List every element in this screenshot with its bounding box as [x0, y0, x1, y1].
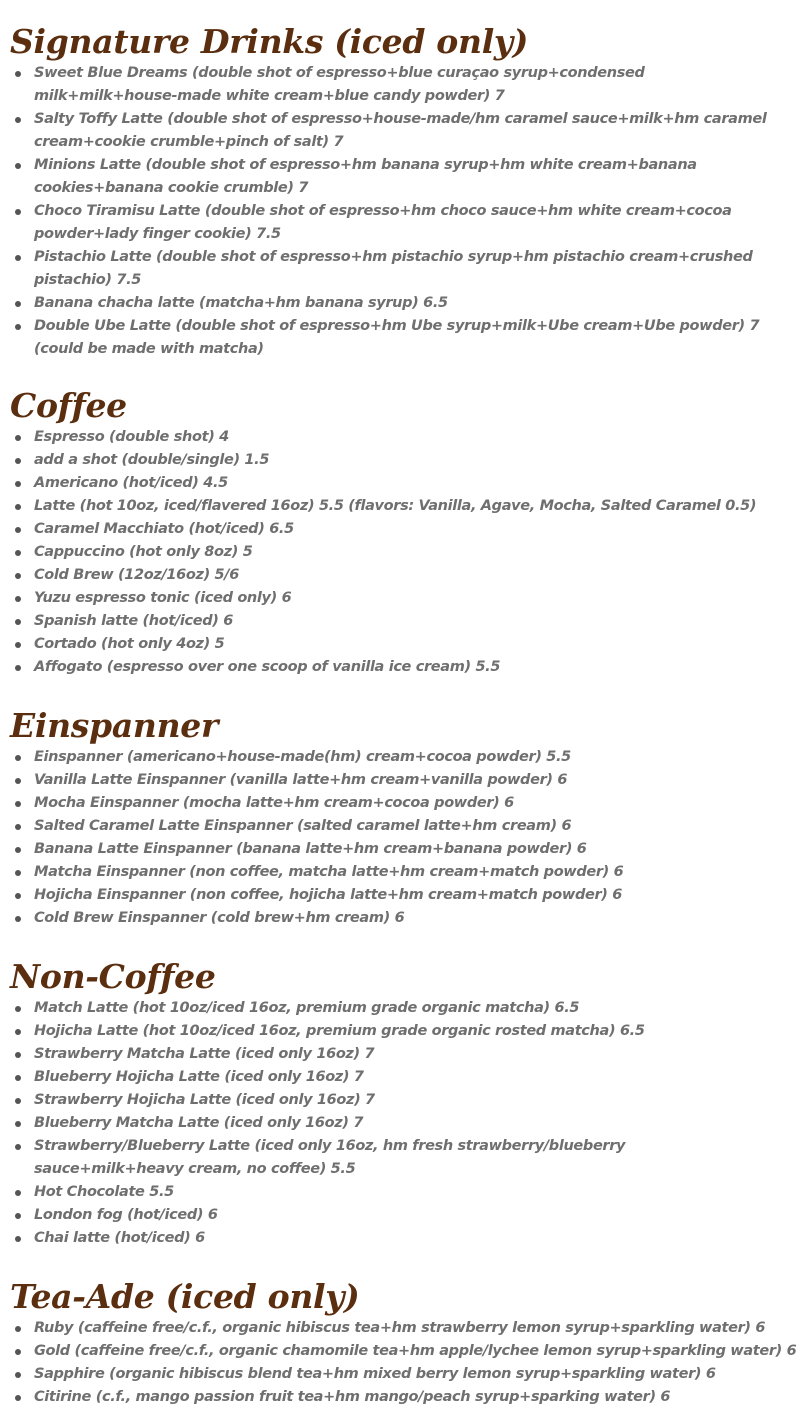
menu-item: add a shot (double/single) 1.5 [0, 449, 810, 472]
menu-item: Blueberry Hojicha Latte (iced only 16oz) 7 [0, 1066, 780, 1089]
menu-item: Sapphire (organic hibiscus blend tea+hm mixed berry lemon syrup+sparkling water) 6 [0, 1363, 810, 1386]
menu-item: Choco Tiramisu Latte (double shot of espresso+hm choco sauce+hm white cream+cocoa powder+lady finger cookie) 7.5 [0, 200, 800, 246]
menu-item: Salted Caramel Latte Einspanner (salted caramel latte+hm cream) 6 [0, 815, 810, 838]
item-list [0, 997, 780, 1250]
menu-item: Match Latte (hot 10oz/iced 16oz, premium grade organic matcha) 6.5 [0, 997, 780, 1020]
menu-item: Americano (hot/iced) 4.5 [0, 472, 810, 495]
menu-item: Strawberry/Blueberry Latte (iced only 16oz, hm fresh strawberry/blueberry sauce+milk+heavy cream, no coffee) 5.5 [0, 1135, 780, 1181]
section-title: Tea-Ade (iced only) [10, 1277, 360, 1316]
section-einspanner [0, 706, 810, 930]
menu-item: Hojicha Latte (hot 10oz/iced 16oz, premium grade organic rosted matcha) 6.5 [0, 1020, 780, 1043]
menu-item: Ruby (caffeine free/c.f., organic hibiscus tea+hm strawberry lemon syrup+sparkling water) 6 [0, 1317, 810, 1340]
section-signature-drinks [0, 22, 810, 361]
menu-item: Hot Chocolate 5.5 [0, 1181, 780, 1204]
section-title: Einspanner [10, 706, 219, 745]
section-non-coffee [0, 957, 810, 1250]
menu-item: Strawberry Hojicha Latte (iced only 16oz) 7 [0, 1089, 780, 1112]
menu-item: Matcha Einspanner (non coffee, matcha latte+hm cream+match powder) 6 [0, 861, 810, 884]
menu-item: Gold (caffeine free/c.f., organic chamomile tea+hm apple/lychee lemon syrup+sparkling water) 6 [0, 1340, 810, 1363]
menu-item: Citirine (c.f., mango passion fruit tea+hm mango/peach syrup+sparking water) 6 [0, 1386, 810, 1409]
item-list [0, 746, 810, 930]
menu-item: Hojicha Einspanner (non coffee, hojicha latte+hm cream+match powder) 6 [0, 884, 810, 907]
menu-item: Cappuccino (hot only 8oz) 5 [0, 541, 810, 564]
menu-item: Einspanner (americano+house-made(hm) cream+cocoa powder) 5.5 [0, 746, 810, 769]
item-list [0, 1317, 810, 1409]
section-tea-ade [0, 1277, 810, 1409]
menu-item: Spanish latte (hot/iced) 6 [0, 610, 810, 633]
item-list [0, 62, 800, 361]
menu-item: Minions Latte (double shot of espresso+hm banana syrup+hm white cream+banana cookies+banana cookie crumble) 7 [0, 154, 800, 200]
menu-item: Banana chacha latte (matcha+hm banana syrup) 6.5 [0, 292, 800, 315]
menu-item: Espresso (double shot) 4 [0, 426, 810, 449]
menu-item: Cold Brew (12oz/16oz) 5/6 [0, 564, 810, 587]
menu-item: Pistachio Latte (double shot of espresso+hm pistachio syrup+hm pistachio cream+crushed pistachio) 7.5 [0, 246, 800, 292]
menu-item: Cold Brew Einspanner (cold brew+hm cream) 6 [0, 907, 810, 930]
menu-item: Cortado (hot only 4oz) 5 [0, 633, 810, 656]
section-coffee [0, 386, 810, 679]
menu-item: Caramel Macchiato (hot/iced) 6.5 [0, 518, 810, 541]
section-title: Non-Coffee [10, 957, 216, 996]
menu-item: Strawberry Matcha Latte (iced only 16oz) 7 [0, 1043, 780, 1066]
menu-item: London fog (hot/iced) 6 [0, 1204, 780, 1227]
menu-item: Vanilla Latte Einspanner (vanilla latte+hm cream+vanilla powder) 6 [0, 769, 810, 792]
menu-item: Salty Toffy Latte (double shot of espresso+house-made/hm caramel sauce+milk+hm caramel cream+cookie crumble+pinch of salt) 7 [0, 108, 800, 154]
menu-item: Double Ube Latte (double shot of espresso+hm Ube syrup+milk+Ube cream+Ube powder) 7 (could be made with matcha) [0, 315, 800, 361]
menu-item: Blueberry Matcha Latte (iced only 16oz) 7 [0, 1112, 780, 1135]
section-title: Signature Drinks (iced only) [10, 22, 529, 61]
menu-item: Banana Latte Einspanner (banana latte+hm cream+banana powder) 6 [0, 838, 810, 861]
menu-item: Sweet Blue Dreams (double shot of espresso+blue curaçao syrup+condensed milk+milk+house-made white cream+blue candy powder) 7 [0, 62, 800, 108]
menu-item: Latte (hot 10oz, iced/flavered 16oz) 5.5 (flavors: Vanilla, Agave, Mocha, Salted Caramel 0.5) [0, 495, 810, 518]
section-title: Coffee [10, 386, 127, 425]
menu-item: Affogato (espresso over one scoop of vanilla ice cream) 5.5 [0, 656, 810, 679]
item-list [0, 426, 810, 679]
menu-item: Chai latte (hot/iced) 6 [0, 1227, 780, 1250]
menu-item: Yuzu espresso tonic (iced only) 6 [0, 587, 810, 610]
menu-item: Mocha Einspanner (mocha latte+hm cream+cocoa powder) 6 [0, 792, 810, 815]
